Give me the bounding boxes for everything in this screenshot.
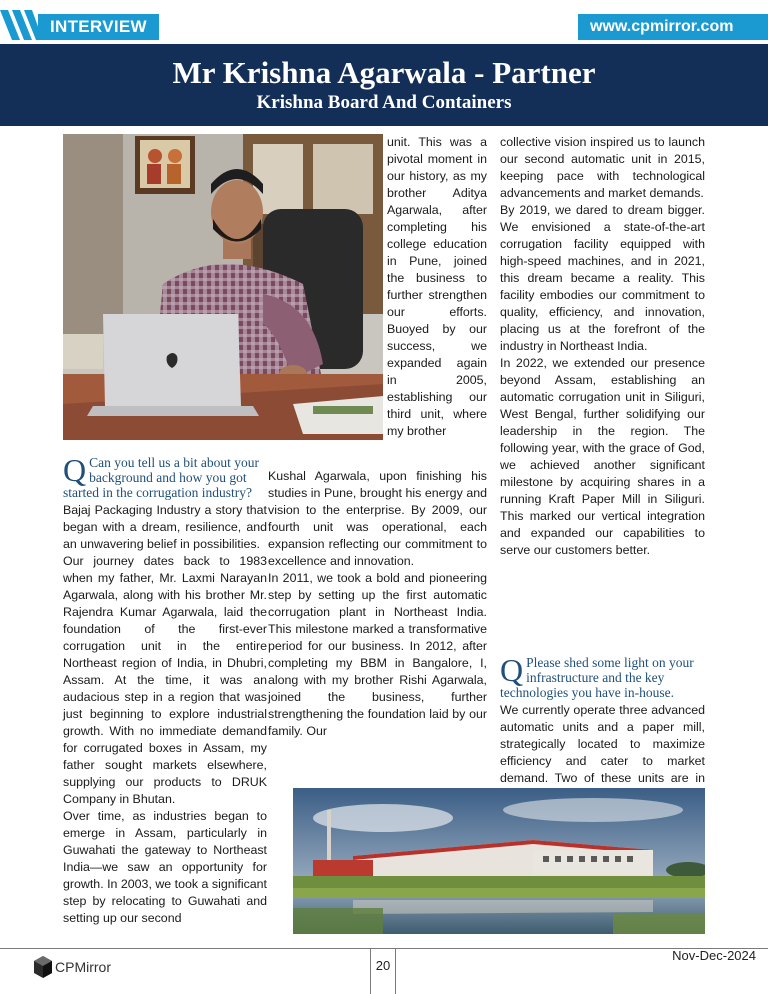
paragraph: In 2022, we extended our presence beyond Assam, establishing an automatic corrugation unit in Siliguri, West Bengal, further solidifying our leadership in the region. The following year, with the grace of God, we achieved another significant milestone by acquiring shares in a running Kraft Paper Mill in Siliguri. This marked our vertical integration and expanded our capabilities to serve our customers better. xyxy=(500,356,705,557)
portrait-photo xyxy=(63,134,383,440)
paragraph: We currently operate three advanced automatic units and a paper mill, strategically located to maximize efficiency and cater to market demand. Two of these units are in xyxy=(500,703,705,785)
factory-landscape-image xyxy=(293,788,705,934)
paragraph: collective vision inspired us to launch our second automatic unit in 2015, keeping pace with technological advancements and market demands. xyxy=(500,135,705,200)
question-marker: Q xyxy=(500,652,524,688)
page-subtitle: Krishna Board And Containers xyxy=(256,92,512,113)
cube-logo-icon xyxy=(34,956,52,978)
factory-photo xyxy=(293,788,705,934)
paragraph: Bajaj Packaging Industry a story that began with a dream, resilience, and an unwavering belief in possibilities. xyxy=(63,503,267,551)
page-title: Mr Krishna Agarwala - Partner xyxy=(172,55,596,90)
website-url[interactable]: www.cpmirror.com xyxy=(578,14,768,40)
question-marker: Q xyxy=(63,452,87,488)
section-tag: INTERVIEW xyxy=(38,14,159,40)
page-number: 20 xyxy=(375,958,391,973)
paragraph: unit. This was a pivotal moment in our history, as my brother Aditya Agarwala, after completing his college education in Pune, joined the business to further strengthen our efforts. Buoyed by our success, we expanded again in 2005, establishing our third unit, where my brother xyxy=(387,135,487,438)
paragraph: By 2019, we dared to dream bigger. We envisioned a state-of-the-art corrugation facility equipped with high-speed machines, and in 2021, this dream became a reality. This facility embodies our commitment to quality, efficiency, and innovation, placing us at the forefront of the industry in Northeast India. xyxy=(500,203,705,353)
paragraph: Our journey dates back to 1983 when my father, Mr. Laxmi Narayan Agarwala, along with his brother Mr. Rajendra Kumar Agarwala, laid the foundation of the first-ever corrugation unit in the entire Northeast region of India, in Dhubri, Assam. At the time, it was an audacious step in a region that was just beginning to explore industrial growth. With no immediate demand for corrugated boxes in Assam, my father sought markets elsewhere, supplying our products to DRUK Company in Bhutan. xyxy=(63,554,267,806)
column-2-bottom xyxy=(268,468,487,740)
stripes-decoration-icon xyxy=(0,10,40,40)
question-1 xyxy=(63,452,267,500)
question-text: Please shed some light on your infrastructure and the key technologies you have in-house. xyxy=(500,655,694,700)
logo-text: CPMirror xyxy=(55,959,111,975)
column-3 xyxy=(500,134,705,559)
office-portrait-image xyxy=(63,134,383,440)
paragraph: Over time, as industries began to emerge in Assam, particularly in Guwahati the gateway to Northeast India—we saw an opportunity for growth. In 2003, we took a significant step by relocating to Guwahati and setting up our second xyxy=(63,809,267,925)
column-1 xyxy=(63,452,267,927)
cpmirror-logo[interactable] xyxy=(34,954,111,980)
title-band xyxy=(0,44,768,126)
question-2 xyxy=(500,652,705,700)
paragraph: Kushal Agarwala, upon finishing his studies in Pune, brought his energy and vision to the enterprise. By 2009, our fourth unit was operational, each expansion reflecting our commitment to excellence and innovation. xyxy=(268,469,487,568)
paragraph: In 2011, we took a bold and pioneering step by setting up the first automatic corrugation plant in Northeast India. This milestone marked a transformative period for our business. In 2012, after completing my BBM in Bangalore, I, along with my brother Rishi Agarwala, joined the business, further strengthening the foundation laid by our family. Our xyxy=(268,571,487,738)
column-2-top xyxy=(387,134,487,440)
top-bar xyxy=(0,0,768,42)
issue-date: Nov-Dec-2024 xyxy=(672,948,756,963)
question-text: Can you tell us a bit about your background and how you got started in the corrugation industry? xyxy=(63,455,259,500)
